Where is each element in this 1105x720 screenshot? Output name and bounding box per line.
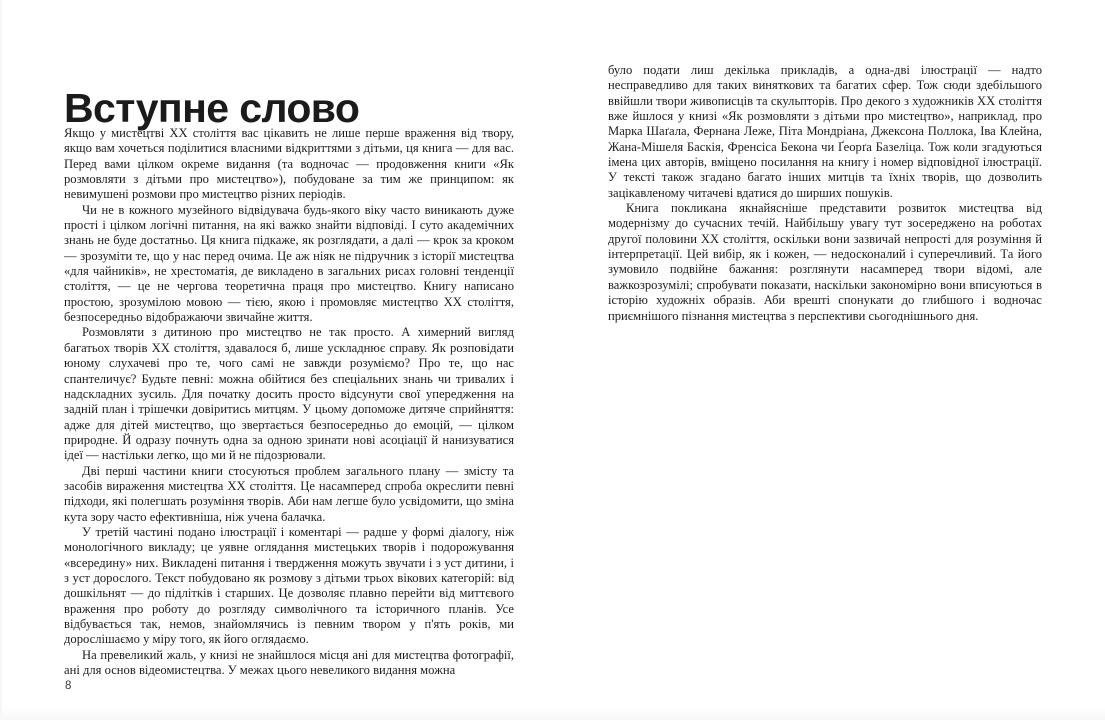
page-title: Вступне слово <box>64 85 360 132</box>
paragraph: Книга покликана якнайясніше представити розвиток мистецтва від модернізму до сучасних течій. Найбільшу увагу тут зосереджено на роботах другої половини XX століття, оскільки вони зазвичай непрості для розуміння й інтерпретації. Цей вибір, як і кожен, — недосконалий і суперечливий. Та його зумовило подвійне бажання: розглянути насамперед твори відомі, але важкозрозумілі; спробувати показати, наскільки закономірно вони вписуються в історію художніх образів. Аби врешті спонукати до глибшого і водночас приємнішого пізнання мистецтва з перспективи сьогоднішнього дня. <box>608 201 1042 323</box>
paragraph: було подати лиш декілька прикладів, а одна-дві ілюстрації — надто несправедливо для таких виняткових та багатих сфер. Тож сюди здебільшого ввійшли твори живописців та скульпторів. Про декого з художників XX століття вже йшлося у книзі «Як розмовляти з дітьми про мистецтво», наприклад, про Марка Шаґала, Фернана Леже, Піта Мондріана, Джексона Поллока, Іва Клейна, Жана-Мішеля Баскія, Френсіса Бекона чи Ґеорґа Базеліца. Тож коли згадуються імена цих авторів, вміщено посилання на книгу і номер відповідної ілюстрації. У тексті також згадано багато інших митців та їхніх творів, що дозволить зацікавленому читачеві вдатися до ширших пошуків. <box>608 63 1042 200</box>
page-left-edge-shadow <box>0 0 3 720</box>
paragraph: Якщо у мистецтві XX століття вас цікавить не лише перше враження від твору, якщо вам хочеться поділитися власними відкриттями з дітьми, ця книга — для вас. Перед вами цілком окреме видання (та водночас — продовження книги «Як розмовляти з дітьми про мистецтво»), побудоване за тим же принципом: як невимушені розмови про мистецтво різних періодів. <box>64 126 514 202</box>
page-bottom-edge-shadow <box>0 708 1105 720</box>
paragraph: Дві перші частини книги стосуються проблем загального плану — змісту та засобів вираження мистецтва XX століття. Це насамперед спроба окреслити певні підходи, які полегшать розуміння творів. Аби нам легше було усвідомити, що зміна кута зору часто ефективніша, ніж учена балачка. <box>64 463 514 524</box>
folio-page-number: 8 <box>65 680 72 692</box>
paragraph: На превеликий жаль, у книзі не знайшлося місця ані для мистецтва фотографії, ані для основ відеомистецтва. У межах цього невеликого видання можна <box>64 647 514 678</box>
body-column-right <box>608 63 1042 324</box>
paragraph: У третій частині подано ілюстрації і коментарі — радше у формі діалогу, ніж монологічного викладу; це уявне оглядання мистецьких творів і подорожування «всередину» них. Викладені питання і твердження можуть звучати і з уст дитини, і з уст дорослого. Текст побудовано як розмову з дітьми трьох вікових категорій: від дошкільнят — до підлітків і старших. Це дозволяє плавно перейти від миттєвого враження про роботу до розгляду символічного та історичного планів. Усе відбувається так, немов, знайомлячись із певним твором у п'ять років, ми дорослішаємо у міру того, як його оглядаємо. <box>64 524 514 647</box>
paragraph: Розмовляти з дитиною про мистецтво не так просто. А химерний вигляд багатьох творів XX століття, здавалося б, лише ускладнює справу. Як розповідати юному слухачеві про те, чого самі не завжди розуміємо? Про те, що нас спантеличує? Будьте певні: можна обійтися без спеціальних знань чи тривалих і надскладних зусиль. Для початку досить просто відсунути свої упередження на задній план і трішечки довіритись митцям. У цьому допоможе дитяче сприйняття: адже для дітей мистецтво, що звертається безпосередньо до емоцій, — цілком природне. Й одразу почнуть одна за одною зринати нові асоціації й нанизуватися ідеї — настільки легко, що ми й не підозрювали. <box>64 325 514 463</box>
paragraph: Чи не в кожного музейного відвідувача будь-якого віку часто виникають дуже прості і цілком логічні питання, на які важко знайти відповіді. І суто академічних знань не буде достатньо. Ця книга підкаже, як розглядати, а далі — крок за кроком — зрозуміти те, що у нас перед очима. Це аж ніяк не підручник з історії мистецтва «для чайників», не хрестоматія, де викладено в загальних рисах головні тенденції століття, — це не чергова теоретична праця про мистецтво. Книгу написано простою, зрозумілою мовою — тією, якою і промовляє мистецтво XX століття, безпосередньо відображаючи звичайне життя. <box>64 202 514 325</box>
body-column-left <box>64 126 514 678</box>
